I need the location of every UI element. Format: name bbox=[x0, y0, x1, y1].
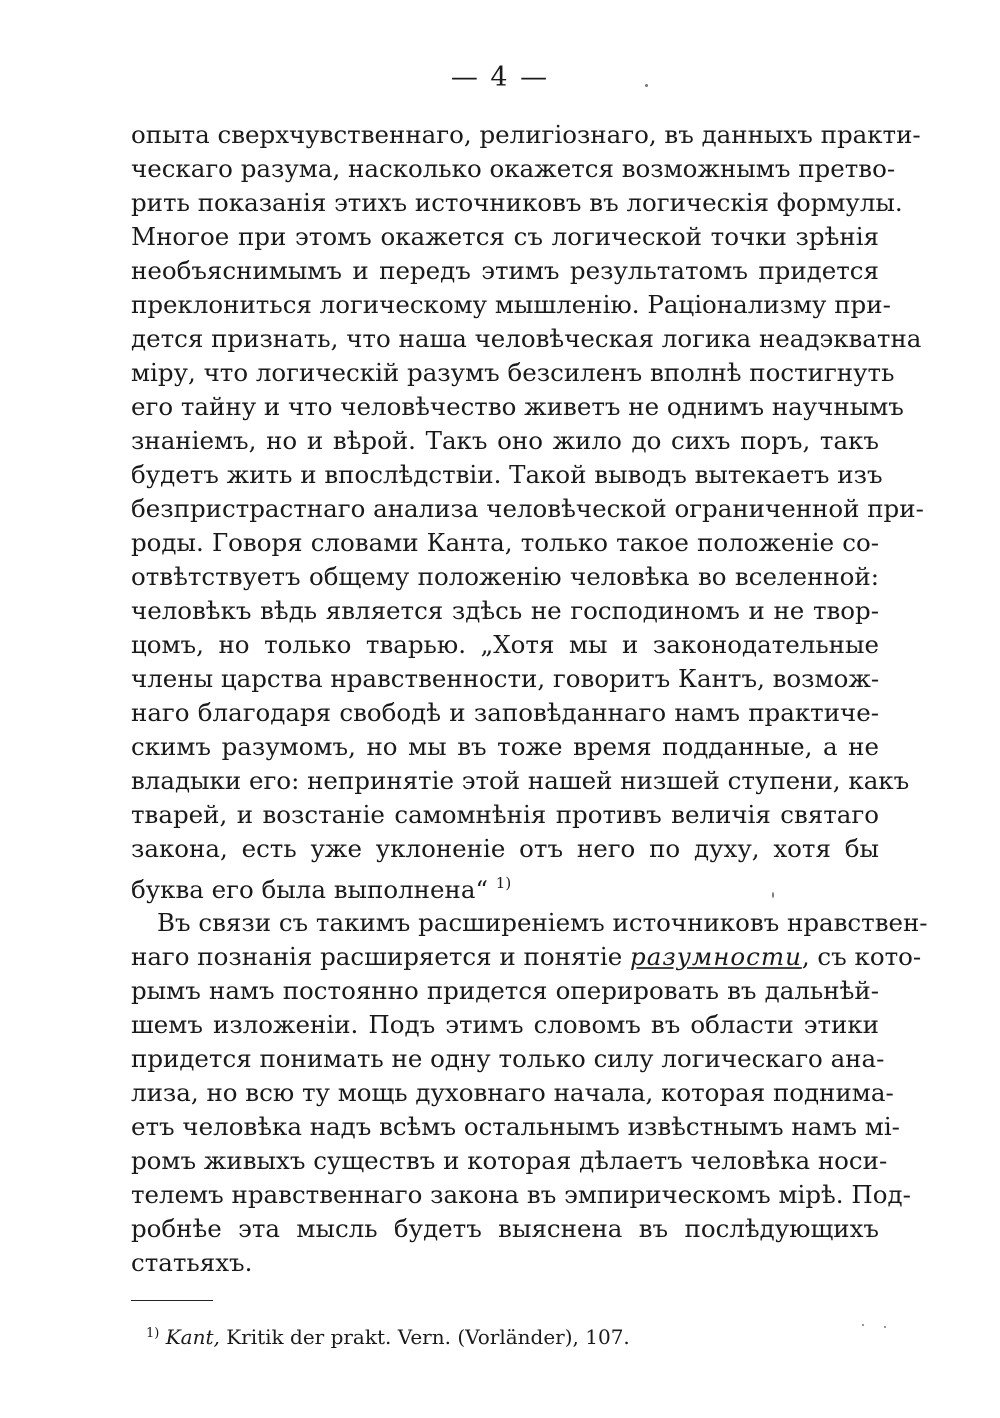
print-speck bbox=[645, 84, 648, 87]
text-line: опыта сверхчувственнаго, религiознаго, въ данныхъ практи- bbox=[131, 120, 921, 149]
paragraph-2 bbox=[131, 906, 928, 1280]
text-line: члены царства нравственности, говоритъ Кантъ, возмож- bbox=[131, 664, 880, 693]
text-line: ческаго разума, насколько окажется возможнымъ претво- bbox=[131, 154, 896, 183]
text-line: Многое при этомъ окажется съ логической точки зрѣнiя bbox=[131, 222, 879, 251]
text-line: етъ человѣка надъ всѣмъ остальнымъ извѣстнымъ намъ мi- bbox=[131, 1112, 900, 1141]
text-line: скимъ разумомъ, но мы въ тоже время подданные, а не bbox=[131, 732, 879, 761]
text-line: придется понимать не одну только силу логическаго ана- bbox=[131, 1044, 885, 1073]
text-line: роды. Говоря словами Канта, только такое положенiе со- bbox=[131, 528, 879, 557]
footnote-author: Kant, bbox=[165, 1325, 220, 1349]
text-line-with-emphasis bbox=[131, 940, 922, 974]
text-line: телемъ нравственнаго закона въ эмпирическомъ мiрѣ. Под- bbox=[131, 1180, 911, 1209]
quote-end-text: буква его была выполнена“ bbox=[131, 875, 488, 904]
text-line: Въ связи съ такимъ расширенiемъ источниковъ нравствен- bbox=[157, 908, 928, 937]
text-line: человѣкъ вѣдь является здѣсь не господиномъ и не твор- bbox=[131, 596, 879, 625]
footnote-divider bbox=[131, 1300, 213, 1301]
text-line: наго благодаря свободѣ и заповѣданнаго намъ практиче- bbox=[131, 698, 879, 727]
text-line: лиза, но всю ту мощь духовнаго начала, которая поднима- bbox=[131, 1078, 894, 1107]
text-line: закона, есть уже уклоненiе отъ него по духу, хотя бы bbox=[131, 834, 879, 863]
footnote-reference: 1) bbox=[495, 874, 512, 892]
text-line: отвѣтствуетъ общему положенiю человѣка во вселенной: bbox=[131, 562, 879, 591]
text-line: его тайну и что человѣчество живетъ не однимъ научнымъ bbox=[131, 392, 904, 421]
text-line: рымъ намъ постоянно придется оперировать въ дальнѣй- bbox=[131, 976, 879, 1005]
text-line: владыки его: непринятiе этой нашей низшей ступени, какъ bbox=[131, 766, 910, 795]
text-line: мiру, что логическiй разумъ безсиленъ вполнѣ постигнуть bbox=[131, 358, 895, 387]
text-line-last: статьяхъ. bbox=[131, 1248, 253, 1277]
print-speck bbox=[772, 892, 774, 898]
text-line: цомъ, но только тварью. „Хотя мы и законодательные bbox=[131, 630, 879, 659]
print-speck bbox=[862, 1324, 864, 1326]
text-line: знанiемъ, но и вѣрой. Такъ оно жило до сихъ поръ, такъ bbox=[131, 426, 879, 455]
footnote bbox=[146, 1320, 630, 1351]
text-line: ромъ живыхъ существъ и которая дѣлаетъ человѣка носи- bbox=[131, 1146, 888, 1175]
text-line: будетъ жить и впослѣдствiи. Такой выводъ вытекаетъ изъ bbox=[131, 460, 883, 489]
text-line: робнѣе эта мысль будетъ выяснена въ послѣдующихъ bbox=[131, 1214, 879, 1243]
text-segment: , съ кото- bbox=[801, 942, 922, 971]
text-line: необъяснимымъ и передъ этимъ результатомъ придется bbox=[131, 256, 879, 285]
print-speck bbox=[884, 1326, 886, 1328]
text-line: шемъ изложенiи. Подъ этимъ словомъ въ области этики bbox=[131, 1010, 879, 1039]
text-line: безпристрастнаго анализа человѣческой ограниченной при- bbox=[131, 494, 924, 523]
page-number: — 4 — bbox=[450, 62, 550, 93]
text-segment: наго познанiя расширяется и понятiе bbox=[131, 942, 623, 971]
text-line: рить показанiя этихъ источниковъ въ логическiя формулы. bbox=[131, 188, 903, 217]
text-line: тварей, и возстанiе самомнѣнiя противъ величiя святаго bbox=[131, 800, 879, 829]
text-line: преклониться логическому мышленiю. Рацiонализму при- bbox=[131, 290, 891, 319]
footnote-citation: Kritik der prakt. Vern. (Vorländer), 107. bbox=[226, 1325, 630, 1349]
text-line-last bbox=[131, 866, 879, 904]
emphasized-term: разумности bbox=[630, 942, 802, 971]
paragraph-1 bbox=[131, 118, 924, 904]
footnote-marker: 1) bbox=[146, 1326, 160, 1341]
text-line: дется признать, что наша человѣческая логика неадэкватна bbox=[131, 324, 922, 353]
